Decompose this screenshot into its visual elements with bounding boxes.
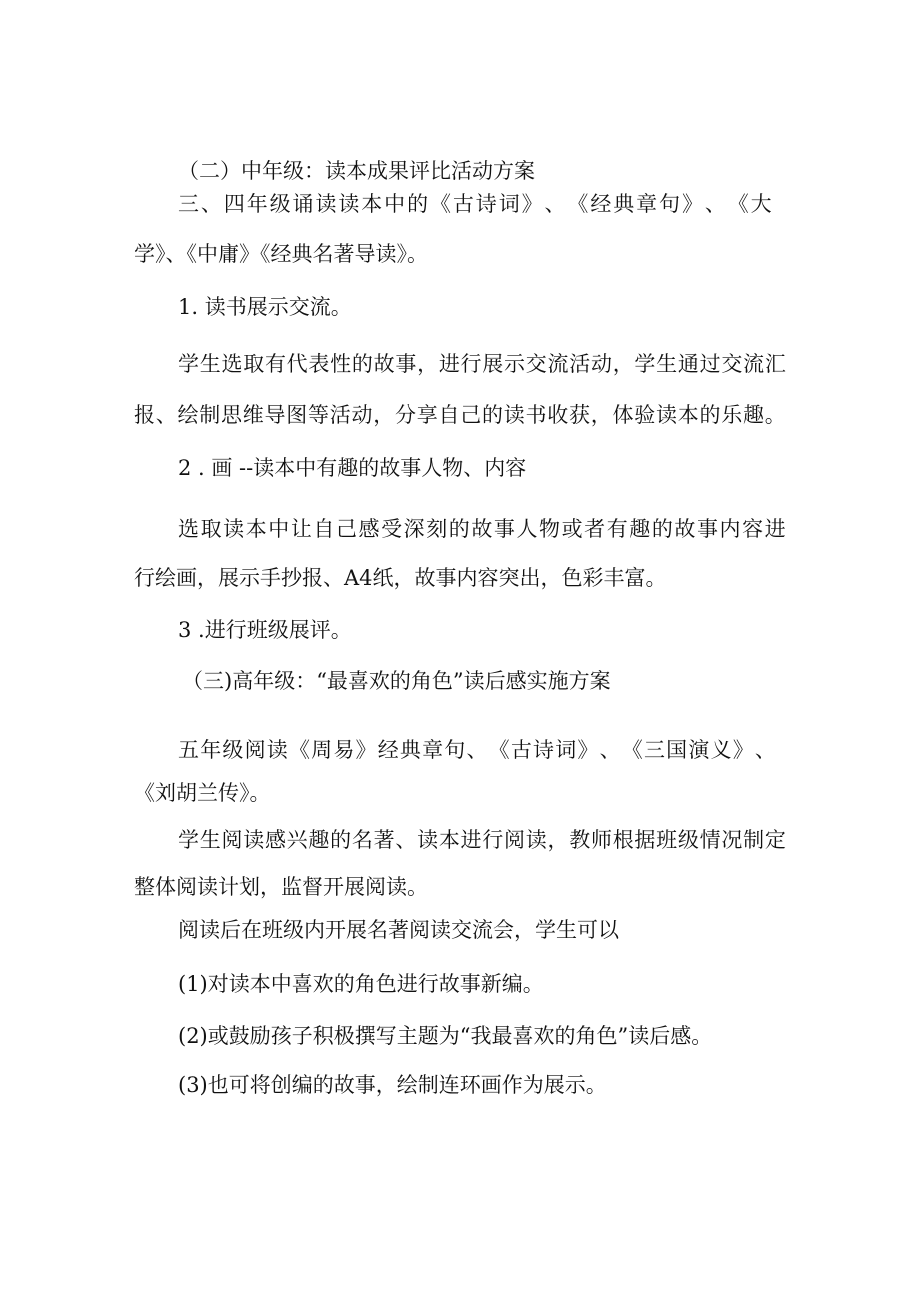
- paragraph-line: 学 生 选 取 有 代 表 性 的 故 事 ， 进 行 展 示 交 流 活 动 ， 学 生 通 过 交 流 汇: [178, 352, 786, 376]
- section-heading-upper-grade: （三)高年级：“最喜欢的角色”读后感实施方案: [182, 669, 611, 693]
- paragraph-line: 选 取 读 本 中 让 自 己 感 受 深 刻 的 故 事 人 物 或 者 有 趣 的 故 事 内 容 进: [178, 517, 786, 541]
- paragraph-line: 阅读后在班级内开展名著阅读交流会，学生可以: [178, 918, 619, 942]
- item-heading-class-review: 3 .进行班级展评。: [178, 618, 352, 642]
- paragraph-line: 行绘画，展示手抄报、A4纸，故事内容突出，色彩丰富。: [134, 566, 667, 590]
- list-item: (2)或鼓励孩子积极撰写主题为“我最喜欢的角色”读后感。: [178, 1024, 713, 1048]
- paragraph-line: 《刘胡兰传》。: [134, 781, 271, 805]
- paragraph-line: 学 生 阅 读 感 兴 趣 的 名 著 、 读 本 进 行 阅 读 ， 教 师 根 据 班 级 情 况 制 定: [178, 828, 786, 852]
- paragraph-line: 整体阅读计划，监督开展阅读。: [134, 875, 428, 899]
- paragraph-line: 三 、 四 年 级 诵 读 读 本 中 的 《 古 诗 词 》 、 《 经 典 章 句 》 、 《 大: [178, 192, 772, 216]
- section-heading-middle-grade: （二）中年级：读本成果评比活动方案: [178, 159, 535, 183]
- paragraph-line: 五 年 级 阅 读 《 周 易 》 经 典 章 句 、 《 古 诗 词 》 、 《 三 国 演 义 》 、: [178, 738, 776, 762]
- list-item: (1)对读本中喜欢的角色进行故事新编。: [178, 972, 544, 996]
- item-heading-reading-exchange: 1. 读书展示交流。: [178, 295, 352, 319]
- list-item: (3)也可将创编的故事，绘制连环画作为展示。: [178, 1073, 607, 1097]
- paragraph-line: 报 、 绘 制 思 维 导 图 等 活 动 ， 分 享 自 己 的 读 书 收 获 ， 体 验 读 本 的 乐 趣 。: [134, 403, 786, 427]
- paragraph-line: 学》、《中庸》《经典名著导读》。: [134, 242, 428, 266]
- item-heading-drawing: 2 . 画 --读本中有趣的故事人物、内容: [178, 456, 527, 480]
